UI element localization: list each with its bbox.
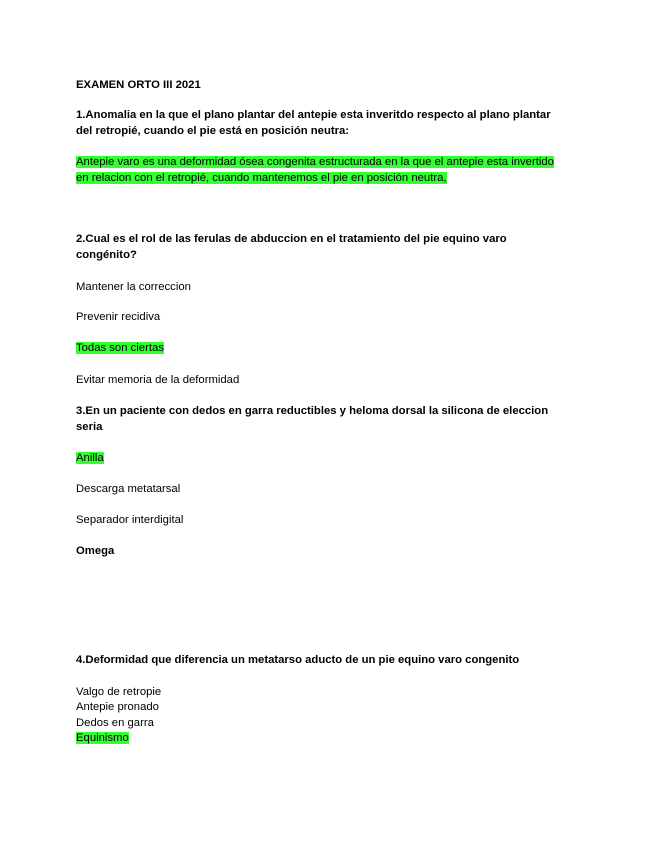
question-1-answer-line-2: en relacion con el retropié, cuando mantenemos el pie en posición neutra, [76,172,447,184]
question-1-text-line-1: 1.Anomalia en la que el plano plantar del antepie esta inveritdo respecto al plano plantar [76,109,551,121]
question-1-text-line-2: del retropié, cuando el pie está en posición neutra: [76,125,350,137]
question-3-option-3: Separador interdigital [76,514,184,526]
question-2-option-4: Evitar memoria de la deformidad [76,374,240,386]
question-4-option-3: Dedos en garra [76,717,154,729]
question-3-text-line-1: 3.En un paciente con dedos en garra reductibles y heloma dorsal la silicona de eleccion [76,405,549,417]
question-4-text: 4.Deformidad que diferencia un metatarso aducto de un pie equino varo congenito [76,654,520,666]
question-2-text-line-1: 2.Cual es el rol de las ferulas de abduccion en el tratamiento del pie equino varo [76,233,507,245]
question-3-text-line-2: seria [76,421,103,433]
question-2-option-1: Mantener la correccion [76,281,191,293]
question-4-option-1: Valgo de retropie [76,686,162,698]
question-4-option-4-correct: Equinismo [76,732,129,744]
question-3-option-4: Omega [76,545,115,557]
question-3-option-2: Descarga metatarsal [76,483,181,495]
question-1-answer-line-1: Antepie varo es una deformidad ósea congenita estructurada en la que el antepie esta invertido [76,156,554,168]
question-4-option-2: Antepie pronado [76,701,159,713]
question-2-option-2: Prevenir recidiva [76,311,161,323]
question-2-text-line-2: congénito? [76,249,137,261]
exam-title: EXAMEN ORTO III 2021 [76,79,201,91]
question-3-option-1-correct: Anilla [76,452,104,464]
question-2-option-3-correct: Todas son ciertas [76,342,164,354]
